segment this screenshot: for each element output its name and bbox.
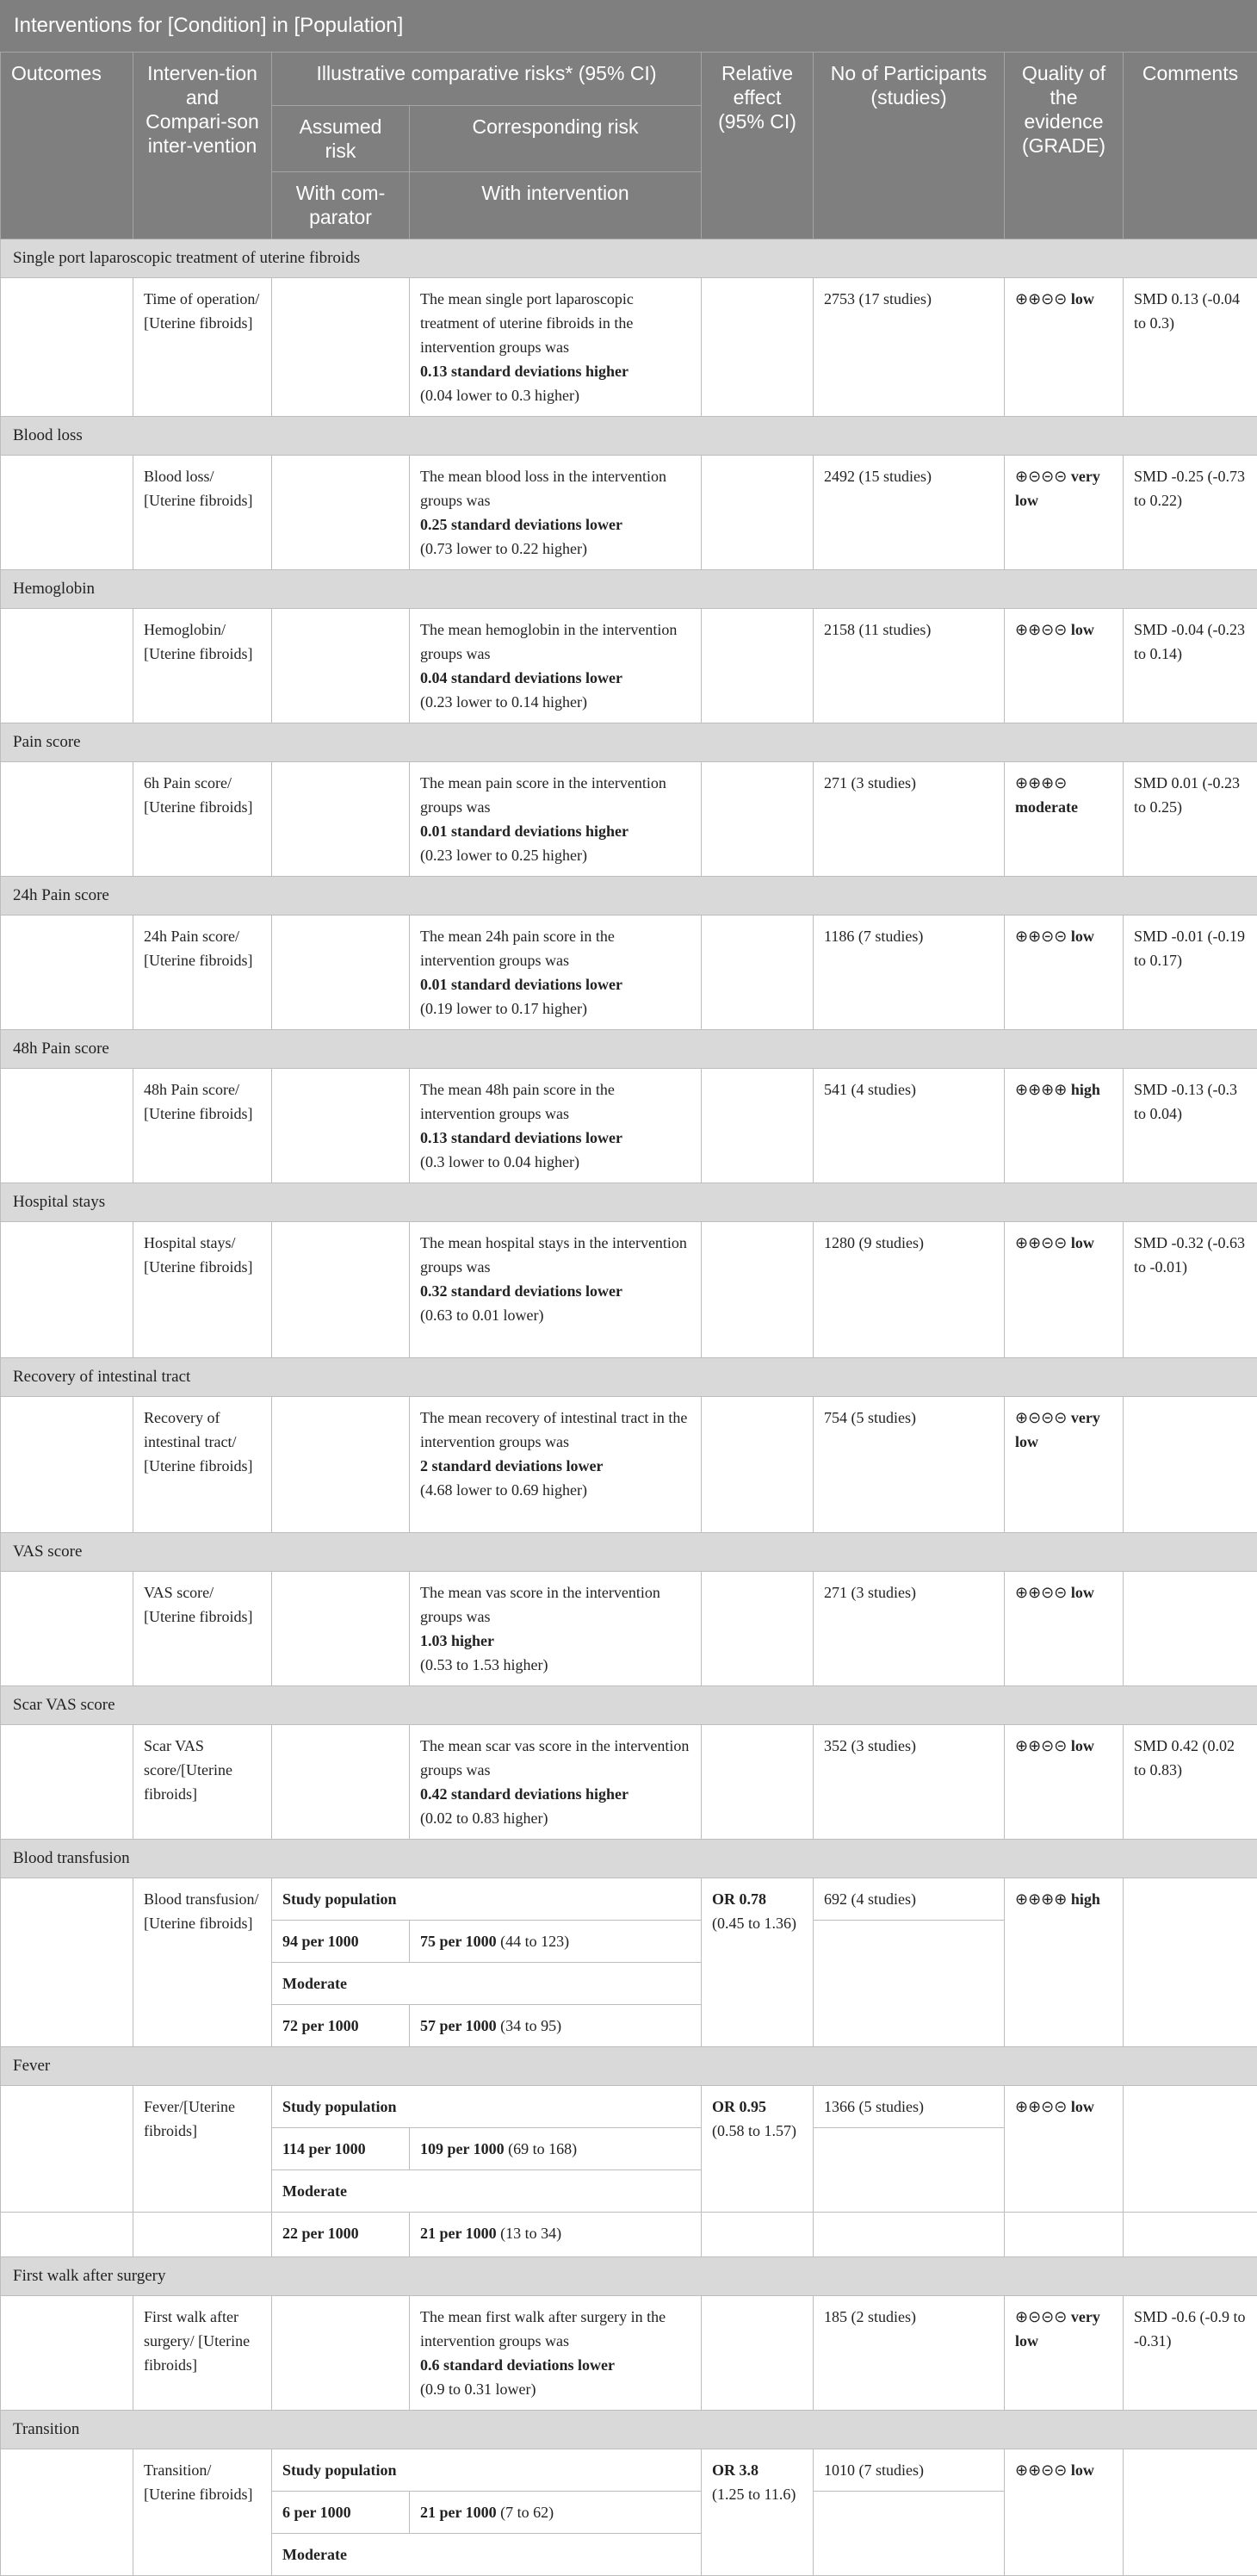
participants-cell: 2158 (11 studies) (814, 609, 1005, 723)
section-row (1, 1358, 1257, 1397)
study-population-label (272, 2086, 702, 2128)
grade-label: low (1071, 290, 1094, 307)
effect-text: The mean hospital stays in the intervention groups was (420, 1234, 687, 1276)
grade-label: low (1071, 1737, 1094, 1754)
effect-text: The mean 48h pain score in the intervention groups was (420, 1081, 615, 1122)
grade-symbols: ⊕⊕⊕⊕ (1015, 1081, 1067, 1098)
quality-cell (1005, 1572, 1124, 1686)
corresponding-risk-cell (410, 1397, 702, 1533)
outcome-cell (1, 916, 133, 1030)
outcome-row (1, 2296, 1257, 2411)
participants-cell: 692 (4 studies) (814, 1878, 1005, 1921)
quality-cell (1005, 278, 1124, 417)
section-row (1, 1183, 1257, 1222)
corresponding-risk-cell (410, 916, 702, 1030)
intervention-cell: 48h Pain score/ [Uterine fibroids] (133, 1069, 272, 1183)
effect-text: The mean scar vas score in the intervention groups was (420, 1737, 689, 1778)
grade-symbols: ⊕⊝⊝⊝ (1015, 2308, 1067, 2325)
relative-effect-cell (702, 916, 814, 1030)
section-label: Blood loss (1, 417, 1257, 456)
intervention-cell: Blood loss/ [Uterine fibroids] (133, 456, 272, 570)
grade-symbols: ⊕⊕⊕⊕ (1015, 1890, 1067, 1908)
quality-cell (1005, 916, 1124, 1030)
relative-effect-cell (702, 278, 814, 417)
comments-cell: SMD -0.04 (-0.23 to 0.14) (1124, 609, 1257, 723)
effect-ci: (0.53 to 1.53 higher) (420, 1656, 548, 1673)
assumed-risk-cell (272, 1725, 410, 1840)
effect-estimate: 0.42 standard deviations higher (420, 1785, 628, 1803)
effect-estimate: 1.03 higher (420, 1632, 494, 1649)
relative-effect-cell (702, 1222, 814, 1358)
quality-cell (1005, 1397, 1124, 1533)
intervention-cell: Scar VAS score/[Uterine fibroids] (133, 1725, 272, 1840)
study-population-label (272, 1878, 702, 1921)
comments-cell: SMD -0.13 (-0.3 to 0.04) (1124, 1069, 1257, 1183)
comments-cell (1124, 2086, 1257, 2213)
relative-ci: (0.45 to 1.36) (712, 1915, 796, 1932)
effect-text: The mean 24h pain score in the intervention groups was (420, 928, 615, 969)
assumed-risk-cell (272, 916, 410, 1030)
comments-cell (1124, 1878, 1257, 2047)
grade-symbols: ⊕⊝⊝⊝ (1015, 468, 1067, 485)
outcome-cell (1, 1397, 133, 1533)
assumed-risk-cell (272, 1921, 410, 1963)
quality-cell (1005, 2213, 1124, 2257)
assumed-risk-cell (272, 1397, 410, 1533)
outcome-cell (1, 609, 133, 723)
section-label: Recovery of intestinal tract (1, 1358, 1257, 1397)
intervention-cell (133, 2213, 272, 2257)
outcome-row (1, 1397, 1257, 1533)
corresponding-risk-cell (410, 456, 702, 570)
assumed-risk-cell (272, 2296, 410, 2411)
quality-cell (1005, 2296, 1124, 2411)
comments-cell (1124, 2449, 1257, 2576)
comments-cell (1124, 1397, 1257, 1533)
section-label: 48h Pain score (1, 1030, 1257, 1069)
grade-symbols: ⊕⊕⊝⊝ (1015, 1584, 1067, 1601)
intervention-cell: VAS score/ [Uterine fibroids] (133, 1572, 272, 1686)
participants-cell: 185 (2 studies) (814, 2296, 1005, 2411)
header-corresponding: Corresponding risk (410, 106, 702, 172)
assumed-risk-cell (272, 2492, 410, 2534)
quality-cell (1005, 762, 1124, 877)
corresponding-risk-value: 21 per 1000 (420, 2225, 497, 2242)
header-with-intervention: With intervention (410, 172, 702, 239)
assumed-risk-cell (272, 1222, 410, 1358)
moderate-text: Moderate (282, 1975, 347, 1992)
section-row (1, 1533, 1257, 1572)
participants-cell: 541 (4 studies) (814, 1069, 1005, 1183)
effect-ci: (0.23 lower to 0.25 higher) (420, 847, 587, 864)
corresponding-risk-cell (410, 1069, 702, 1183)
header-quality: Quality of the evidence (GRADE) (1005, 53, 1124, 239)
participants-cell: 271 (3 studies) (814, 1572, 1005, 1686)
comments-cell: SMD -0.01 (-0.19 to 0.17) (1124, 916, 1257, 1030)
relative-effect-cell (702, 2086, 814, 2213)
header-intervention: Interven-tion and Compari-son inter-vention (133, 53, 272, 239)
comments-cell: SMD -0.32 (-0.63 to -0.01) (1124, 1222, 1257, 1358)
assumed-risk-value: 94 per 1000 (282, 1933, 359, 1950)
grade-label: low (1071, 1234, 1094, 1251)
grade-symbols: ⊕⊕⊝⊝ (1015, 1234, 1067, 1251)
intervention-cell: 24h Pain score/ [Uterine fibroids] (133, 916, 272, 1030)
outcome-row (1, 278, 1257, 417)
effect-ci: (0.63 to 0.01 lower) (420, 1307, 543, 1324)
corresponding-risk-cell (410, 2128, 702, 2170)
quality-cell (1005, 456, 1124, 570)
effect-estimate: 0.13 standard deviations lower (420, 1129, 622, 1146)
outcome-cell (1, 2086, 133, 2213)
comments-cell (1124, 1572, 1257, 1686)
participants-cell (814, 2492, 1005, 2576)
outcome-cell (1, 1878, 133, 2047)
comments-cell: SMD -0.6 (-0.9 to -0.31) (1124, 2296, 1257, 2411)
corresponding-risk-cell (410, 1725, 702, 1840)
outcome-cell (1, 2296, 133, 2411)
outcome-cell (1, 456, 133, 570)
section-row (1, 2047, 1257, 2086)
corresponding-risk-cell (410, 1572, 702, 1686)
effect-text: The mean recovery of intestinal tract in the intervention groups was (420, 1409, 687, 1450)
section-row (1, 239, 1257, 278)
grade-label: low (1071, 928, 1094, 945)
intervention-cell: First walk after surgery/ [Uterine fibroids] (133, 2296, 272, 2411)
effect-estimate: 2 standard deviations lower (420, 1457, 604, 1474)
outcome-cell (1, 762, 133, 877)
intervention-cell: Transition/ [Uterine fibroids] (133, 2449, 272, 2576)
quality-cell (1005, 1222, 1124, 1358)
grade-label: low (1071, 2098, 1094, 2115)
relative-effect-cell (702, 1572, 814, 1686)
assumed-risk-cell (272, 762, 410, 877)
section-label: Single port laparoscopic treatment of uterine fibroids (1, 239, 1257, 278)
corresponding-risk-value: 57 per 1000 (420, 2017, 497, 2034)
header-comments: Comments (1124, 53, 1257, 239)
grade-symbols: ⊕⊕⊝⊝ (1015, 2098, 1067, 2115)
comments-cell: SMD -0.25 (-0.73 to 0.22) (1124, 456, 1257, 570)
grade-label: very low (1015, 1409, 1100, 1450)
study-population-label (272, 2449, 702, 2492)
moderate-label (272, 1963, 702, 2005)
intervention-cell: Hemoglobin/ [Uterine fibroids] (133, 609, 272, 723)
effect-text: The mean pain score in the intervention groups was (420, 774, 666, 816)
effect-text: The mean blood loss in the intervention groups was (420, 468, 666, 509)
corresponding-risk-cell (410, 278, 702, 417)
assumed-risk-cell (272, 456, 410, 570)
section-row (1, 570, 1257, 609)
corresponding-risk-cell (410, 2296, 702, 2411)
outcome-row (1, 916, 1257, 1030)
grade-symbols: ⊕⊕⊝⊝ (1015, 621, 1067, 638)
outcome-row (1, 1222, 1257, 1358)
header-relative: Relative effect (95% CI) (702, 53, 814, 239)
quality-cell (1005, 2086, 1124, 2213)
effect-estimate: 0.32 standard deviations lower (420, 1282, 622, 1300)
intervention-cell: 6h Pain score/ [Uterine fibroids] (133, 762, 272, 877)
comments-cell: SMD 0.42 (0.02 to 0.83) (1124, 1725, 1257, 1840)
section-label: Fever (1, 2047, 1257, 2086)
grade-label: very low (1015, 468, 1100, 509)
quality-cell (1005, 2449, 1124, 2576)
outcome-row (1, 762, 1257, 877)
relative-effect-cell (702, 1725, 814, 1840)
effect-ci: (0.3 lower to 0.04 higher) (420, 1153, 579, 1170)
assumed-risk-cell (272, 609, 410, 723)
study-population-text: Study population (282, 2098, 397, 2115)
section-label: First walk after surgery (1, 2257, 1257, 2296)
grade-symbols: ⊕⊕⊝⊝ (1015, 928, 1067, 945)
effect-ci: (0.9 to 0.31 lower) (420, 2380, 536, 2398)
effect-text: The mean hemoglobin in the intervention groups was (420, 621, 677, 662)
moderate-label (272, 2170, 702, 2213)
intervention-cell: Hospital stays/ [Uterine fibroids] (133, 1222, 272, 1358)
relative-effect-cell (702, 1878, 814, 2047)
intervention-cell: Time of operation/ [Uterine fibroids] (133, 278, 272, 417)
participants-cell (814, 2128, 1005, 2213)
corresponding-risk-ci: (69 to 168) (508, 2140, 577, 2157)
header-illustrative: Illustrative comparative risks* (95% CI) (272, 53, 702, 106)
section-row (1, 723, 1257, 762)
corresponding-risk-cell (410, 2492, 702, 2534)
intervention-cell: Fever/[Uterine fibroids] (133, 2086, 272, 2213)
grade-label: low (1071, 1584, 1094, 1601)
participants-cell: 1280 (9 studies) (814, 1222, 1005, 1358)
section-row (1, 2257, 1257, 2296)
section-row (1, 417, 1257, 456)
quality-cell (1005, 1725, 1124, 1840)
corresponding-risk-ci: (7 to 62) (500, 2504, 554, 2521)
assumed-risk-cell (272, 1069, 410, 1183)
assumed-risk-cell (272, 278, 410, 417)
outcome-cell (1, 1069, 133, 1183)
participants-cell: 1010 (7 studies) (814, 2449, 1005, 2492)
relative-effect-cell (702, 456, 814, 570)
outcome-subrow (1, 2213, 1257, 2257)
section-row (1, 877, 1257, 916)
assumed-risk-cell (272, 2128, 410, 2170)
participants-cell: 1186 (7 studies) (814, 916, 1005, 1030)
grade-symbols: ⊕⊝⊝⊝ (1015, 1409, 1067, 1426)
corresponding-risk-cell (410, 1921, 702, 1963)
relative-effect-cell (702, 1397, 814, 1533)
outcome-subrow (1, 2449, 1257, 2492)
relative-effect-cell (702, 2449, 814, 2576)
relative-effect-cell (702, 762, 814, 877)
header-assumed: Assumed risk (272, 106, 410, 172)
corresponding-risk-value: 75 per 1000 (420, 1933, 497, 1950)
participants-cell: 2753 (17 studies) (814, 278, 1005, 417)
outcome-cell (1, 2449, 133, 2576)
participants-cell: 1366 (5 studies) (814, 2086, 1005, 2128)
effect-text: The mean vas score in the intervention groups was (420, 1584, 660, 1625)
effect-ci: (4.68 lower to 0.69 higher) (420, 1481, 587, 1499)
header-outcomes: Outcomes (1, 53, 133, 239)
outcome-row (1, 1572, 1257, 1686)
relative-estimate: OR 3.8 (712, 2461, 759, 2479)
grade-summary-table (0, 52, 1257, 2576)
outcome-subrow (1, 1878, 1257, 1921)
section-label: Transition (1, 2411, 1257, 2449)
outcome-cell (1, 1725, 133, 1840)
relative-ci: (0.58 to 1.57) (712, 2122, 796, 2139)
section-label: VAS score (1, 1533, 1257, 1572)
corresponding-risk-cell (410, 2213, 702, 2257)
quality-cell (1005, 1878, 1124, 2047)
intervention-cell: Recovery of intestinal tract/ [Uterine fibroids] (133, 1397, 272, 1533)
section-row (1, 2411, 1257, 2449)
section-label: Hemoglobin (1, 570, 1257, 609)
grade-symbols: ⊕⊕⊝⊝ (1015, 290, 1067, 307)
comments-cell: SMD 0.01 (-0.23 to 0.25) (1124, 762, 1257, 877)
corresponding-risk-value: 109 per 1000 (420, 2140, 505, 2157)
relative-effect-cell (702, 2213, 814, 2257)
header-participants: No of Participants (studies) (814, 53, 1005, 239)
grade-label: very low (1015, 2308, 1100, 2349)
outcome-cell (1, 1222, 133, 1358)
grade-symbols: ⊕⊕⊝⊝ (1015, 1737, 1067, 1754)
moderate-text: Moderate (282, 2546, 347, 2563)
assumed-risk-cell (272, 2213, 410, 2257)
participants-cell: 754 (5 studies) (814, 1397, 1005, 1533)
comments-cell (1124, 2213, 1257, 2257)
section-label: 24h Pain score (1, 877, 1257, 916)
section-label: Pain score (1, 723, 1257, 762)
outcome-row (1, 1725, 1257, 1840)
grade-label: high (1071, 1890, 1100, 1908)
corresponding-risk-cell (410, 2005, 702, 2047)
relative-ci: (1.25 to 11.6) (712, 2486, 796, 2503)
assumed-risk-value: 6 per 1000 (282, 2504, 351, 2521)
participants-cell: 271 (3 studies) (814, 762, 1005, 877)
intervention-cell: Blood transfusion/ [Uterine fibroids] (133, 1878, 272, 2047)
quality-cell (1005, 1069, 1124, 1183)
study-population-text: Study population (282, 2461, 397, 2479)
moderate-label (272, 2534, 702, 2576)
effect-estimate: 0.13 standard deviations higher (420, 363, 628, 380)
corresponding-risk-ci: (34 to 95) (500, 2017, 561, 2034)
outcome-subrow (1, 2086, 1257, 2128)
comments-cell: SMD 0.13 (-0.04 to 0.3) (1124, 278, 1257, 417)
grade-symbols: ⊕⊕⊕⊝ (1015, 774, 1067, 791)
outcome-cell (1, 2213, 133, 2257)
participants-cell (814, 2213, 1005, 2257)
assumed-risk-value: 22 per 1000 (282, 2225, 359, 2242)
corresponding-risk-value: 21 per 1000 (420, 2504, 497, 2521)
table-title: Interventions for [Condition] in [Population] (0, 0, 1257, 52)
effect-text: The mean first walk after surgery in the intervention groups was (420, 2308, 666, 2349)
grade-label: high (1071, 1081, 1100, 1098)
effect-estimate: 0.25 standard deviations lower (420, 516, 622, 533)
outcome-row (1, 1069, 1257, 1183)
assumed-risk-cell (272, 2005, 410, 2047)
section-label: Blood transfusion (1, 1840, 1257, 1878)
corresponding-risk-ci: (44 to 123) (500, 1933, 569, 1950)
corresponding-risk-ci: (13 to 34) (500, 2225, 561, 2242)
section-row (1, 1840, 1257, 1878)
corresponding-risk-cell (410, 762, 702, 877)
study-population-text: Study population (282, 1890, 397, 1908)
grade-label: low (1071, 621, 1094, 638)
effect-estimate: 0.04 standard deviations lower (420, 669, 622, 686)
grade-label: moderate (1015, 798, 1078, 816)
section-label: Scar VAS score (1, 1686, 1257, 1725)
effect-ci: (0.23 lower to 0.14 higher) (420, 693, 587, 711)
relative-estimate: OR 0.78 (712, 1890, 766, 1908)
participants-cell: 352 (3 studies) (814, 1725, 1005, 1840)
assumed-risk-value: 114 per 1000 (282, 2140, 366, 2157)
grade-label: low (1071, 2461, 1094, 2479)
relative-effect-cell (702, 609, 814, 723)
section-row (1, 1030, 1257, 1069)
effect-estimate: 0.01 standard deviations higher (420, 822, 628, 840)
outcome-cell (1, 1572, 133, 1686)
quality-cell (1005, 609, 1124, 723)
corresponding-risk-cell (410, 609, 702, 723)
effect-ci: (0.04 lower to 0.3 higher) (420, 387, 579, 404)
effect-ci: (0.02 to 0.83 higher) (420, 1809, 548, 1827)
header-with-comparator: With com-parator (272, 172, 410, 239)
participants-cell (814, 1921, 1005, 2047)
relative-effect-cell (702, 1069, 814, 1183)
assumed-risk-value: 72 per 1000 (282, 2017, 359, 2034)
moderate-text: Moderate (282, 2182, 347, 2200)
effect-text: The mean single port laparoscopic treatment of uterine fibroids in the intervention groups was (420, 290, 634, 356)
assumed-risk-cell (272, 1572, 410, 1686)
participants-cell: 2492 (15 studies) (814, 456, 1005, 570)
relative-estimate: OR 0.95 (712, 2098, 766, 2115)
outcome-cell (1, 278, 133, 417)
outcome-row (1, 609, 1257, 723)
corresponding-risk-cell (410, 1222, 702, 1358)
section-row (1, 1686, 1257, 1725)
section-label: Hospital stays (1, 1183, 1257, 1222)
relative-effect-cell (702, 2296, 814, 2411)
outcome-row (1, 456, 1257, 570)
grade-symbols: ⊕⊕⊝⊝ (1015, 2461, 1067, 2479)
effect-ci: (0.73 lower to 0.22 higher) (420, 540, 587, 557)
effect-ci: (0.19 lower to 0.17 higher) (420, 1000, 587, 1017)
effect-estimate: 0.6 standard deviations lower (420, 2356, 615, 2374)
effect-estimate: 0.01 standard deviations lower (420, 976, 622, 993)
